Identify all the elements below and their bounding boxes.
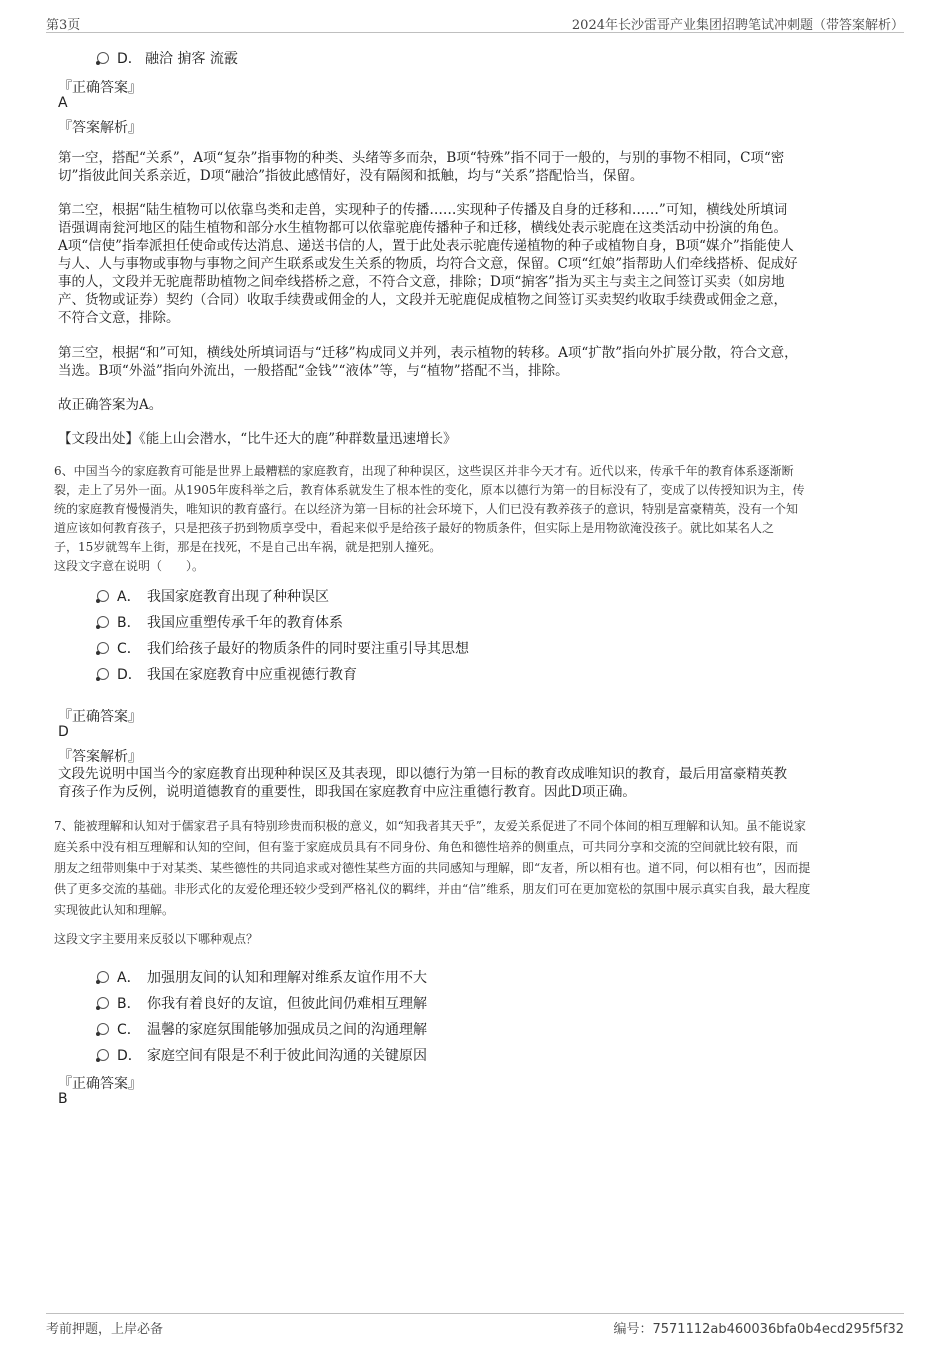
q5-analysis-label: 『答案解析』	[58, 120, 142, 136]
radio-icon[interactable]	[97, 1023, 109, 1035]
q5-option-d[interactable]: D． 融洽 掮客 流霰	[97, 47, 497, 69]
q6-option-d[interactable]: D． 我国在家庭教育中应重视德行教育	[97, 663, 697, 685]
radio-icon[interactable]	[97, 616, 109, 628]
page-header	[46, 12, 904, 33]
q6-analysis: 文段先说明中国当今的家庭教育出现种种误区及其表现，即以德行为第一目标的教育改成唯知识的教育，最后用富豪精英教 育孩子作为反例，说明道德教育的重要性，即我国在家庭教育中应注重德行教育。因此D项正确。	[58, 766, 787, 800]
q7-stem: 7、能被理解和认知对于儒家君子具有特别珍贵而积极的意义，如“知我者其天乎”，友爱关系促进了不同个体间的相互理解和认知。虽不能说家 庭关系中没有相互理解和认知的空间，但有鉴于家庭成员具有不同身份、角色和德性培养的侧重点，可共同分享和交流的空间就比较有限，而 朋友之纽带则集中于对某类、某些德性的共同追求或对德性某些方面的共同感知与理解，即“友者，所以相有也。道不同，何以相有也”，因而提 供了更多交流的基础。非形式化的友爱伦理还较少受到严格礼仪的羁绊，并由“信”维系，朋友们可在更加宽松的氛围中展示真实自我，最大程度 实现彼此认知和理解。	[54, 819, 811, 917]
q7-question: 这段文字主要用来反驳以下哪种观点？	[54, 932, 259, 946]
radio-icon[interactable]	[97, 997, 109, 1009]
q5-analysis-paragraph-3: 第三空，根据“和”可知，横线处所填词语与“迁移”构成同义并列，表示植物的转移。A项“扩散”指向外扩展分散，符合文意， 当选。B项“外溢”指向外流出，一般搭配“金钱”“液体”等，与“植物”搭配不当，排除。	[58, 345, 798, 379]
q7-answer: B	[58, 1091, 68, 1107]
q6-option-b[interactable]: B． 我国应重塑传承千年的教育体系	[97, 611, 697, 633]
radio-icon[interactable]	[97, 590, 109, 602]
q5-answer: A	[58, 95, 68, 111]
q7-option-c[interactable]: C． 温馨的家庭氛围能够加强成员之间的沟通理解	[97, 1018, 697, 1040]
radio-icon[interactable]	[97, 971, 109, 983]
q5-analysis-paragraph-1: 第一空，搭配“关系”，A项“复杂”指事物的种类、头绪等多而杂，B项“特殊”指不同于一般的，与别的事物不相同，C项“密 切”指彼此间关系亲近，D项“融洽”指彼此感情好，没有隔阂和抵触，均与“关系”搭配恰当，保留。	[58, 150, 785, 184]
radio-icon[interactable]	[97, 668, 109, 680]
radio-icon[interactable]	[97, 52, 109, 64]
q5-source: 【文段出处】《能上山会潜水，“比牛还大的鹿”种群数量迅速增长》	[58, 431, 457, 447]
q7-option-d[interactable]: D． 家庭空间有限是不利于彼此间沟通的关键原因	[97, 1044, 697, 1066]
footer-slogan: 考前押题，上岸必备	[46, 1322, 164, 1337]
document-title: 2024年长沙雷哥产业集团招聘笔试冲刺题（带答案解析）	[571, 18, 904, 33]
radio-icon[interactable]	[97, 642, 109, 654]
page-number: 第3页	[46, 18, 81, 33]
q6-answer-label: 『正确答案』	[58, 709, 142, 725]
q6-analysis-label: 『答案解析』	[58, 749, 142, 765]
q6-answer: D	[58, 724, 69, 740]
q5-analysis-paragraph-2: 第二空，根据“陆生植物可以依靠鸟类和走兽，实现种子的传播……实现种子传播及自身的迁移和……”可知，横线处所填词 语强调南瓮河地区的陆生植物和部分水生植物都可以依靠驼鹿传播种子和迁移，横线处表示驼鹿在这类活动中扮演的角色。 A项“信使”指奉派担任使命或传达消息、递送书信的人，置于此处表示驼鹿传递植物的种子或植物自身，B项“媒介”指能使人 与人、人与事物或事物与事物之间产生联系或发生关系的物质，均符合文意，保留。C项“红娘”指帮助人们牵线搭桥、促成好 事的人，文段并无驼鹿帮助植物之间牵线搭桥之意，不符合文意，排除；D项“掮客”指为买主与卖主之间签订买卖（如房地 产、货物或证券）契约（合同）收取手续费或佣金的人，文段并无驼鹿促成植物之间签订买卖契约收取手续费或佣金之意， 不符合文意，排除。	[58, 202, 798, 326]
q6-option-a[interactable]: A． 我国家庭教育出现了种种误区	[97, 585, 697, 607]
q5-conclusion: 故正确答案为A。	[58, 397, 163, 413]
page-footer	[46, 1313, 904, 1336]
q7-option-a[interactable]: A． 加强朋友间的认知和理解对维系友谊作用不大	[97, 966, 697, 988]
q6-stem: 6、中国当今的家庭教育可能是世界上最糟糕的家庭教育，出现了种种误区，这些误区并非今天才有。近代以来，传承千年的教育体系逐渐断 裂，走上了另外一面。从1905年废科举之后，教育体系就发生了根本性的变化，原本以德行为第一的目标没有了，变成了以传授知识为主，传 统的家庭教育慢慢消失，唯知识的教育盛行。在以经济为第一目标的社会环境下，人们已没有教养孩子的意识，特别是富豪精英，没有一个知 道应该如何教育孩子，只是把孩子扔到物质享受中，看起来似乎是给孩子最好的物质条件，但实际上是用物欲淹没孩子。就比如某名人之 子，15岁就驾车上街，那是在找死，不是自己出车祸，就是把别人撞死。 这段文字意在说明（ ）。	[54, 464, 805, 573]
q7-answer-label: 『正确答案』	[58, 1076, 142, 1092]
q6-option-c[interactable]: C． 我们给孩子最好的物质条件的同时要注重引导其思想	[97, 637, 697, 659]
radio-icon[interactable]	[97, 1049, 109, 1061]
q7-option-b[interactable]: B． 你我有着良好的友谊，但彼此间仍难相互理解	[97, 992, 697, 1014]
q5-answer-label: 『正确答案』	[58, 80, 142, 96]
document-code: 编号：7571112ab460036bfa0b4ecd295f5f32	[613, 1322, 904, 1337]
